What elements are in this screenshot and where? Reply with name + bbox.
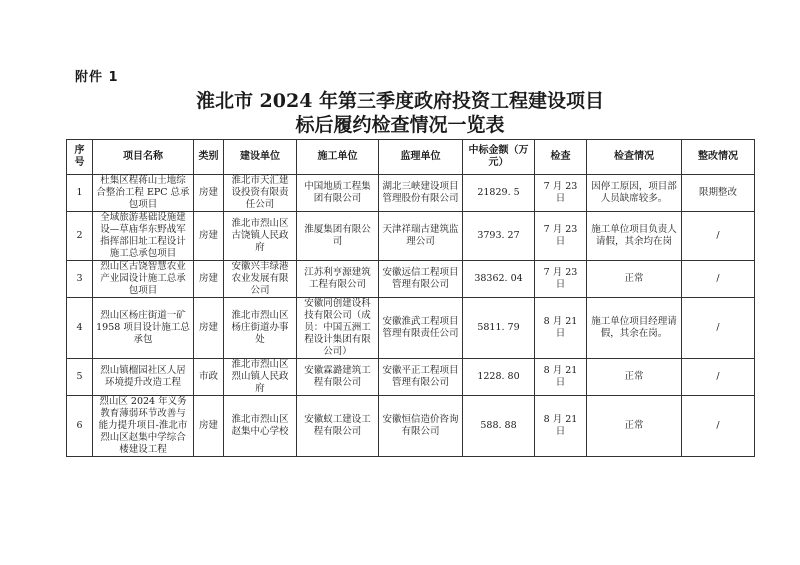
cell-rectify: / bbox=[682, 359, 755, 396]
cell-seq: 2 bbox=[67, 212, 93, 261]
cell-rectify: 限期整改 bbox=[682, 175, 755, 212]
cell-amount: 38362. 04 bbox=[463, 261, 535, 298]
header-amount: 中标金额（万元） bbox=[463, 140, 535, 175]
cell-seq: 5 bbox=[67, 359, 93, 396]
cell-project-name: 烈山镇榴园社区人居环境提升改造工程 bbox=[93, 359, 194, 396]
cell-contractor: 安徽蚁工建设工程有限公司 bbox=[297, 396, 379, 457]
page-title-line1: 淮北市 2024 年第三季度政府投资工程建设项目 bbox=[195, 90, 605, 112]
cell-contractor: 中国地质工程集团有限公司 bbox=[297, 175, 379, 212]
cell-project-name: 全域旅游基础设施建设—草庙华东野战军指挥部旧址工程设计施工总承包项目 bbox=[93, 212, 194, 261]
cell-contractor: 安徽霖潞建筑工程有限公司 bbox=[297, 359, 379, 396]
cell-supervisor: 安徽平正工程项目管理有限公司 bbox=[379, 359, 463, 396]
cell-owner: 淮北市烈山区烈山镇人民政府 bbox=[224, 359, 297, 396]
cell-supervisor: 安徽恒信造价咨询有限公司 bbox=[379, 396, 463, 457]
cell-category: 市政 bbox=[194, 359, 224, 396]
cell-status: 施工单位项目经理请假，其余在岗。 bbox=[587, 298, 682, 359]
cell-category: 房建 bbox=[194, 261, 224, 298]
cell-owner: 淮北市天汇建设投资有限责任公司 bbox=[224, 175, 297, 212]
cell-date: 7 月 23 日 bbox=[535, 175, 587, 212]
cell-amount: 21829. 5 bbox=[463, 175, 535, 212]
table-row bbox=[67, 298, 755, 359]
header-status: 检查情况 bbox=[587, 140, 682, 175]
cell-contractor: 淮厦集团有限公司 bbox=[297, 212, 379, 261]
page-title-line2: 标后履约检查情况一览表 bbox=[295, 114, 505, 136]
cell-seq: 6 bbox=[67, 396, 93, 457]
cell-project-name: 杜集区程蒋山土地综合整治工程 EPC 总承包项目 bbox=[93, 175, 194, 212]
cell-date: 7 月 23 日 bbox=[535, 212, 587, 261]
cell-supervisor: 天津祥瑞古建筑监理公司 bbox=[379, 212, 463, 261]
cell-project-name: 烈山区古饶智慧农业产业园设计施工总承包项目 bbox=[93, 261, 194, 298]
cell-date: 8 月 21 日 bbox=[535, 396, 587, 457]
cell-rectify: / bbox=[682, 298, 755, 359]
cell-owner: 淮北市烈山区赵集中心学校 bbox=[224, 396, 297, 457]
cell-category: 房建 bbox=[194, 175, 224, 212]
cell-date: 8 月 21 日 bbox=[535, 359, 587, 396]
cell-owner: 淮北市烈山区古饶镇人民政府 bbox=[224, 212, 297, 261]
header-rectify: 整改情况 bbox=[682, 140, 755, 175]
cell-amount: 1228. 80 bbox=[463, 359, 535, 396]
cell-supervisor: 湖北三峡建设项目管理股份有限公司 bbox=[379, 175, 463, 212]
cell-amount: 3793. 27 bbox=[463, 212, 535, 261]
cell-project-name: 烈山区杨庄街道一矿 1958 项目设计施工总承包 bbox=[93, 298, 194, 359]
cell-supervisor: 安徽远信工程项目管理有限公司 bbox=[379, 261, 463, 298]
table-row bbox=[67, 175, 755, 212]
header-category: 类别 bbox=[194, 140, 224, 175]
cell-status: 正常 bbox=[587, 261, 682, 298]
header-contractor: 施工单位 bbox=[297, 140, 379, 175]
cell-category: 房建 bbox=[194, 396, 224, 457]
header-seq: 序号 bbox=[67, 140, 93, 175]
cell-category: 房建 bbox=[194, 298, 224, 359]
cell-status: 正常 bbox=[587, 396, 682, 457]
cell-contractor: 江苏利亨源建筑工程有限公司 bbox=[297, 261, 379, 298]
cell-status: 正常 bbox=[587, 359, 682, 396]
cell-seq: 4 bbox=[67, 298, 93, 359]
cell-project-name: 烈山区 2024 年义务教育薄弱环节改善与能力提升项目-淮北市烈山区赵集中学综合楼建设工程 bbox=[93, 396, 194, 457]
cell-rectify: / bbox=[682, 261, 755, 298]
cell-seq: 1 bbox=[67, 175, 93, 212]
cell-rectify: / bbox=[682, 212, 755, 261]
header-owner: 建设单位 bbox=[224, 140, 297, 175]
cell-owner: 淮北市烈山区杨庄街道办事处 bbox=[224, 298, 297, 359]
header-date: 检查 bbox=[535, 140, 587, 175]
table-row bbox=[67, 359, 755, 396]
cell-date: 7 月 23 日 bbox=[535, 261, 587, 298]
cell-amount: 5811. 79 bbox=[463, 298, 535, 359]
table-row bbox=[67, 396, 755, 457]
cell-rectify: / bbox=[682, 396, 755, 457]
cell-date: 8 月 21 日 bbox=[535, 298, 587, 359]
cell-owner: 安徽兴丰绿港农业发展有限公司 bbox=[224, 261, 297, 298]
cell-amount: 588. 88 bbox=[463, 396, 535, 457]
cell-status: 施工单位项目负责人请假，其余均在岗 bbox=[587, 212, 682, 261]
cell-category: 房建 bbox=[194, 212, 224, 261]
cell-status: 因停工原因，项目部人员缺席较多。 bbox=[587, 175, 682, 212]
cell-seq: 3 bbox=[67, 261, 93, 298]
table-row bbox=[67, 261, 755, 298]
header-project-name: 项目名称 bbox=[93, 140, 194, 175]
table-header-row bbox=[67, 140, 755, 175]
header-supervisor: 监理单位 bbox=[379, 140, 463, 175]
attachment-label: 附件 1 bbox=[75, 70, 119, 85]
inspection-table bbox=[66, 139, 755, 457]
cell-supervisor: 安徽淮武工程项目管理有限责任公司 bbox=[379, 298, 463, 359]
cell-contractor: 安徽同创建设科技有限公司（成员：中国五洲工程设计集团有限公司） bbox=[297, 298, 379, 359]
table-row bbox=[67, 212, 755, 261]
